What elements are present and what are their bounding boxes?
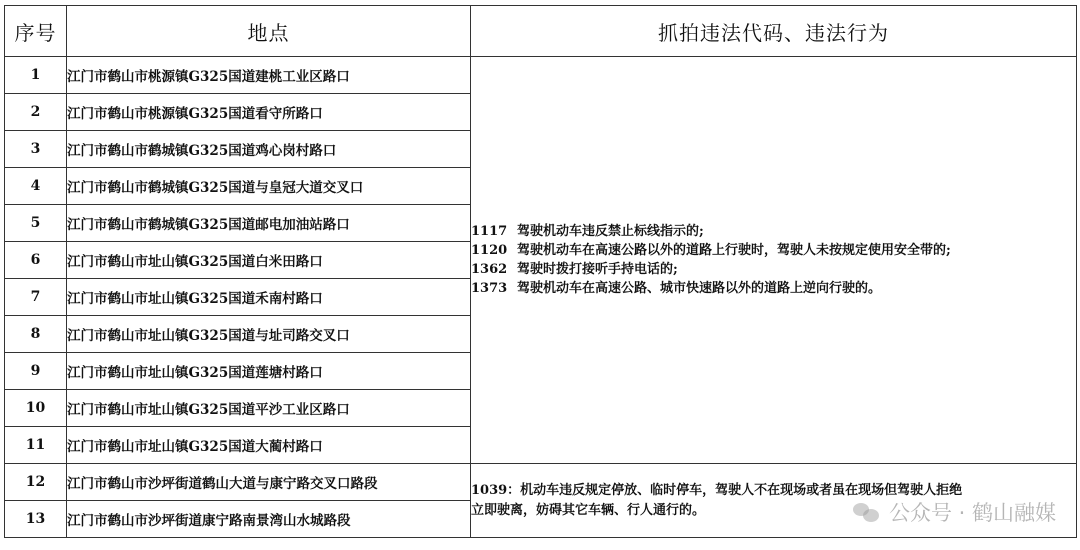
violation-text: 驾驶时拨打接听手持电话的; (517, 262, 678, 277)
row-number: 13 (5, 501, 67, 538)
watermark (853, 497, 1056, 527)
row-location: 江门市鹤山市沙坪街道康宁路南景湾山水城路段 (67, 501, 471, 538)
row-number: 9 (5, 353, 67, 390)
violation-line (471, 260, 1076, 279)
table-header-row (5, 6, 1077, 57)
header-no: 序号 (5, 6, 67, 57)
row-location: 江门市鹤山市桃源镇G325国道建桃工业区路口 (67, 57, 471, 94)
row-number: 5 (5, 205, 67, 242)
row-location: 江门市鹤山市址山镇G325国道莲塘村路口 (67, 353, 471, 390)
row-location: 江门市鹤山市沙坪街道鹤山大道与康宁路交叉口路段 (67, 464, 471, 501)
violation-code: 1373 (471, 281, 508, 296)
violation-line (471, 222, 1076, 241)
row-location: 江门市鹤山市鹤城镇G325国道鸡心岗村路口 (67, 131, 471, 168)
row-location: 江门市鹤山市鹤城镇G325国道邮电加油站路口 (67, 205, 471, 242)
row-location: 江门市鹤山市址山镇G325国道禾南村路口 (67, 279, 471, 316)
violation-text-line1: 1039：机动车违反规定停放、临时停车，驾驶人不在现场或者虽在现场但驾驶人拒绝 (471, 482, 963, 498)
row-location: 江门市鹤山市址山镇G325国道白米田路口 (67, 242, 471, 279)
row-number: 11 (5, 427, 67, 464)
violation-text: 驾驶机动车违反禁止标线指示的; (517, 224, 704, 239)
wechat-icon (853, 501, 881, 523)
violation-line (471, 241, 1076, 260)
violation-code: 1362 (471, 262, 508, 277)
document-frame (4, 5, 1076, 546)
table-row (5, 57, 1077, 94)
row-number: 4 (5, 168, 67, 205)
row-number: 2 (5, 94, 67, 131)
row-number: 8 (5, 316, 67, 353)
row-location: 江门市鹤山市址山镇G325国道与址司路交叉口 (67, 316, 471, 353)
violation-text: 驾驶机动车在高速公路、城市快速路以外的道路上逆向行驶的。 (517, 281, 882, 296)
row-number: 10 (5, 390, 67, 427)
row-location: 江门市鹤山市址山镇G325国道大蔺村路口 (67, 427, 471, 464)
row-location: 江门市鹤山市址山镇G325国道平沙工业区路口 (67, 390, 471, 427)
violation-text: 驾驶机动车在高速公路以外的道路上行驶时，驾驶人未按规定使用安全带的; (517, 243, 951, 258)
header-violation: 抓拍违法代码、违法行为 (471, 6, 1077, 57)
row-number: 12 (5, 464, 67, 501)
watermark-text: 公众号 · 鹤山融媒 (888, 501, 1056, 525)
violation-text-line2: 立即驶离，妨碍其它车辆、行人通行的。 (471, 502, 706, 518)
row-number: 7 (5, 279, 67, 316)
table-row (5, 464, 1077, 501)
row-number: 6 (5, 242, 67, 279)
row-location: 江门市鹤山市鹤城镇G325国道与皇冠大道交叉口 (67, 168, 471, 205)
row-number: 1 (5, 57, 67, 94)
violation-line (471, 279, 1076, 298)
row-number: 3 (5, 131, 67, 168)
traffic-camera-table (4, 5, 1077, 538)
violation-code: 1120 (471, 243, 508, 258)
violation-group-1 (471, 57, 1077, 464)
header-location: 地点 (67, 6, 471, 57)
row-location: 江门市鹤山市桃源镇G325国道看守所路口 (67, 94, 471, 131)
violation-code: 1117 (471, 224, 508, 239)
